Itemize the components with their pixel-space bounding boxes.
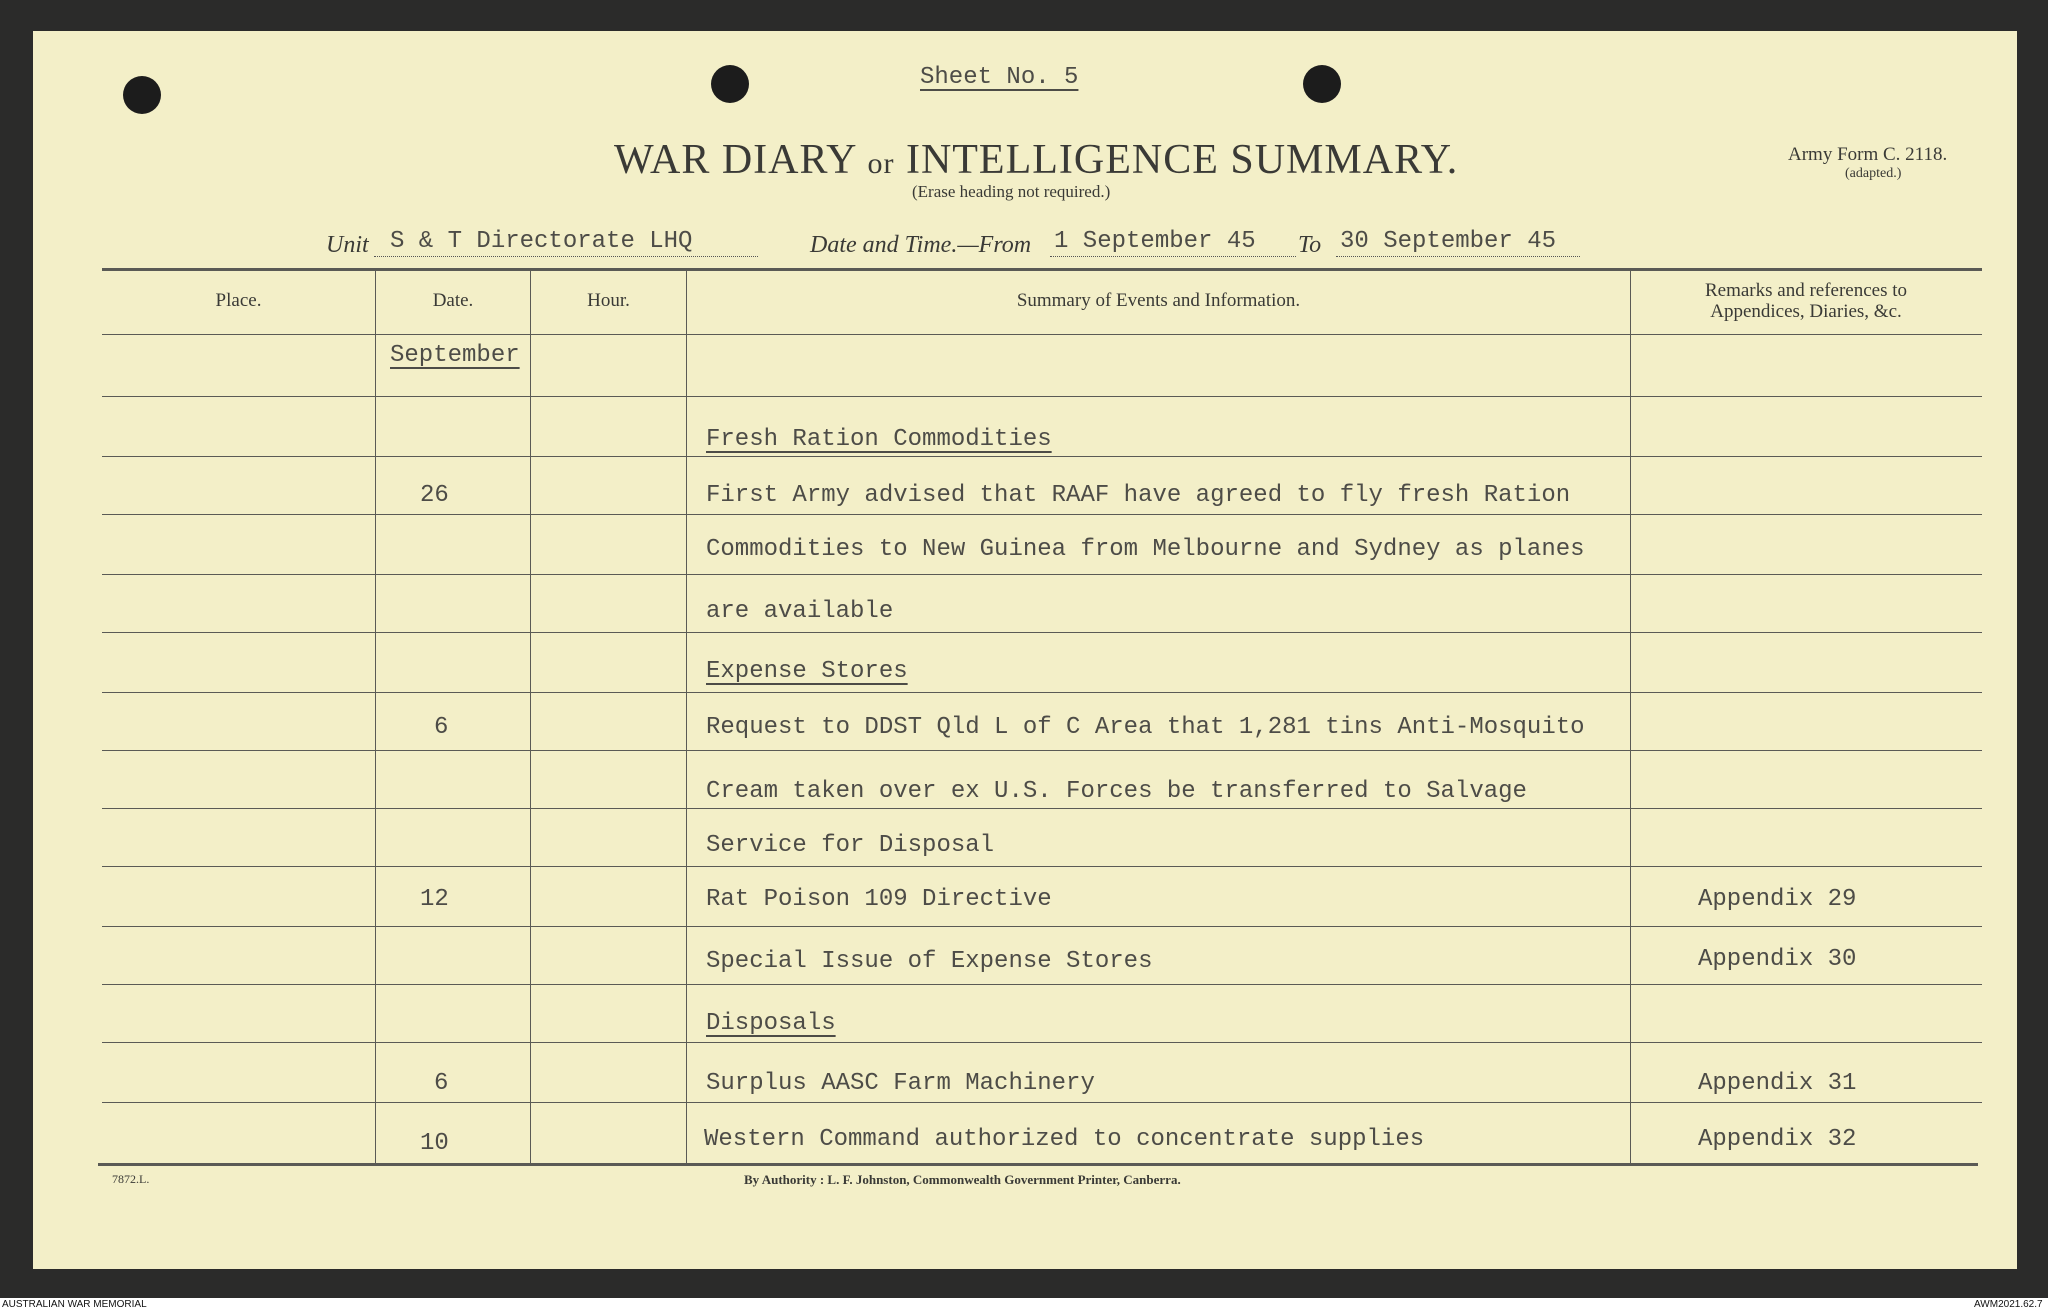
summary-cell: Cream taken over ex U.S. Forces be transferred to Salvage (706, 778, 1527, 805)
to-value: 30 September 45 (1340, 228, 1557, 255)
summary-cell: Surplus AASC Farm Machinery (706, 1070, 1095, 1097)
summary-cell: First Army advised that RAAF have agreed to fly fresh Ration (706, 482, 1571, 509)
to-dotted-line (1336, 256, 1580, 257)
column-header-summary: Summary of Events and Information. (1016, 290, 1301, 311)
row-rule (102, 808, 1982, 809)
section-heading: Disposals (706, 1010, 836, 1037)
summary-cell: Rat Poison 109 Directive (706, 886, 1052, 913)
remarks-cell: Appendix 29 (1698, 886, 1857, 913)
date-cell: 6 (434, 714, 449, 741)
column-divider (1630, 270, 1631, 1163)
archive-footer (0, 1298, 2048, 1312)
column-divider (686, 270, 687, 1163)
title-part-2: INTELLIGENCE SUMMARY. (905, 137, 1459, 183)
row-rule (102, 866, 1982, 867)
row-rule (102, 632, 1982, 633)
date-cell: 12 (420, 886, 449, 913)
date-time-label: Date and Time.—From (810, 232, 1032, 258)
summary-cell: Service for Disposal (706, 832, 995, 859)
unit-dotted-line (374, 256, 758, 257)
army-form-label: Army Form C. 2118. (1788, 144, 1948, 165)
summary-cell: Western Command authorized to concentrate supplies (704, 1126, 1425, 1153)
date-cell: 26 (420, 482, 449, 509)
row-rule (102, 984, 1982, 985)
punch-hole (1303, 65, 1341, 103)
column-header-date: Date. (432, 290, 474, 311)
form-code: 7872.L. (112, 1172, 150, 1186)
remarks-cell: Appendix 30 (1698, 946, 1857, 973)
title-part-1: WAR DIARY (614, 137, 856, 183)
row-rule (102, 574, 1982, 575)
punch-hole (711, 65, 749, 103)
row-rule (102, 1042, 1982, 1043)
to-label: To (1298, 232, 1322, 258)
row-rule (102, 514, 1982, 515)
unit-value: S & T Directorate LHQ (390, 228, 693, 255)
column-divider (530, 270, 531, 1163)
section-heading: Expense Stores (706, 658, 908, 685)
remarks-header-line-1: Remarks and references to (1704, 280, 1908, 301)
unit-label: Unit (326, 232, 369, 258)
table-top-rule (102, 268, 1982, 271)
from-value: 1 September 45 (1054, 228, 1256, 255)
archive-credit: AUSTRALIAN WAR MEMORIAL (2, 1299, 147, 1310)
printer-authority: By Authority : L. F. Johnston, Commonwealth Government Printer, Canberra. (744, 1172, 1181, 1187)
archive-accession-number: AWM2021.62.7 (1974, 1299, 2043, 1310)
column-header-place: Place. (215, 290, 262, 311)
remarks-cell: Appendix 32 (1698, 1126, 1857, 1153)
row-rule (102, 1102, 1982, 1103)
date-cell: September (390, 342, 520, 369)
row-rule (102, 334, 1982, 335)
summary-cell: Special Issue of Expense Stores (706, 948, 1153, 975)
row-rule (102, 396, 1982, 397)
table-bottom-rule (98, 1163, 1978, 1166)
summary-cell: are available (706, 598, 894, 625)
remarks-header-line-2: Appendices, Diaries, &c. (1710, 301, 1902, 322)
page-title (614, 136, 1458, 184)
army-form-adapted: (adapted.) (1845, 166, 1902, 181)
row-rule (102, 926, 1982, 927)
summary-cell: Commodities to New Guinea from Melbourne and Sydney as planes (706, 536, 1585, 563)
remarks-cell: Appendix 31 (1698, 1070, 1857, 1097)
column-header-remarks (1631, 280, 1981, 322)
row-rule (102, 692, 1982, 693)
date-cell: 6 (434, 1070, 449, 1097)
summary-cell: Request to DDST Qld L of C Area that 1,281 tins Anti-Mosquito (706, 714, 1585, 741)
page-subtitle: (Erase heading not required.) (912, 182, 1111, 201)
date-cell: 10 (420, 1130, 449, 1157)
from-dotted-line (1050, 256, 1296, 257)
column-divider (375, 270, 376, 1163)
title-or: or (867, 147, 895, 180)
sheet-number: Sheet No. 5 (920, 64, 1079, 91)
column-header-hour: Hour. (587, 290, 630, 311)
punch-hole (123, 76, 161, 114)
row-rule (102, 456, 1982, 457)
section-heading: Fresh Ration Commodities (706, 426, 1052, 453)
row-rule (102, 750, 1982, 751)
